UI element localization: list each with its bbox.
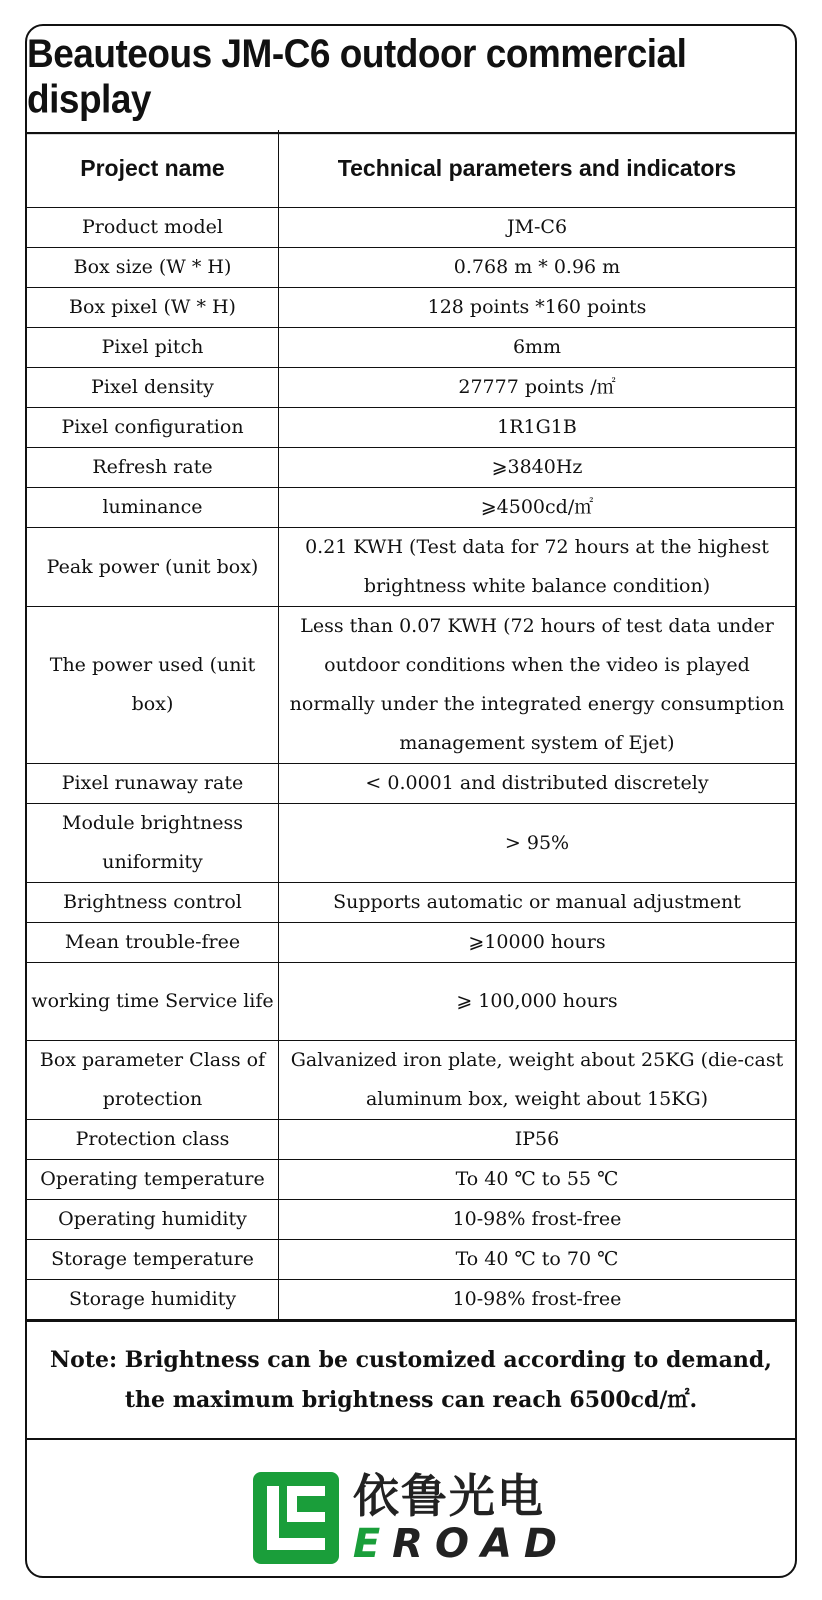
parameter-name: Operating temperature: [27, 1160, 279, 1200]
table-row: [27, 1240, 795, 1280]
parameter-name: Pixel density: [27, 368, 279, 408]
table-row: [27, 1041, 795, 1120]
parameter-name: Box size (W * H): [27, 248, 279, 288]
table-row: [27, 963, 795, 1041]
eroad-logo: [253, 1470, 569, 1566]
table-row: [27, 208, 795, 248]
parameter-name: Operating humidity: [27, 1200, 279, 1240]
table-row: [27, 448, 795, 488]
parameter-value: Galvanized iron plate, weight about 25KG (die-cast aluminum box, weight about 15KG): [279, 1041, 796, 1120]
logo-english-first-letter: E: [352, 1520, 393, 1567]
parameter-value: 10-98% frost-free: [279, 1200, 796, 1240]
parameter-value: 6mm: [279, 328, 796, 368]
parameter-name: working time Service life: [27, 963, 279, 1041]
parameter-value: ⩾4500cd/㎡: [279, 488, 796, 528]
brightness-note: [27, 1320, 795, 1440]
table-row: [27, 764, 795, 804]
spec-table: [27, 130, 795, 1320]
spec-table-body: [27, 208, 795, 1320]
parameter-value: IP56: [279, 1120, 796, 1160]
eroad-logo-mark-icon: [253, 1472, 339, 1564]
table-row: [27, 1280, 795, 1320]
column-header-parameters: Technical parameters and indicators: [279, 130, 796, 208]
parameter-value: > 95%: [279, 804, 796, 883]
parameter-value: Supports automatic or manual adjustment: [279, 883, 796, 923]
table-row: [27, 528, 795, 607]
parameter-value: 0.768 m * 0.96 m: [279, 248, 796, 288]
table-row: [27, 248, 795, 288]
table-row: [27, 368, 795, 408]
parameter-name: Pixel runaway rate: [27, 764, 279, 804]
page-title: Beauteous JM-C6 outdoor commercial display: [27, 24, 795, 134]
parameter-name: Refresh rate: [27, 448, 279, 488]
parameter-value: ⩾ 100,000 hours: [279, 963, 796, 1041]
parameter-value: JM-C6: [279, 208, 796, 248]
parameter-name: luminance: [27, 488, 279, 528]
table-row: [27, 288, 795, 328]
logo-chinese-name: 依鲁光电: [352, 1468, 545, 1523]
parameter-value: 0.21 KWH (Test data for 72 hours at the highest brightness white balance condition): [279, 528, 796, 607]
parameter-value: Less than 0.07 KWH (72 hours of test data under outdoor conditions when the video is played normally under the integrated energy consumption management system of Ejet): [279, 607, 796, 764]
parameter-name: Box pixel (W * H): [27, 288, 279, 328]
spec-sheet: [25, 24, 797, 1578]
parameter-value: < 0.0001 and distributed discretely: [279, 764, 796, 804]
parameter-name: Pixel configuration: [27, 408, 279, 448]
table-row: [27, 1160, 795, 1200]
table-row: [27, 883, 795, 923]
table-row: [27, 1120, 795, 1160]
parameter-value: ⩾3840Hz: [279, 448, 796, 488]
parameter-name: Storage temperature: [27, 1240, 279, 1280]
parameter-name: Protection class: [27, 1120, 279, 1160]
parameter-value: 128 points *160 points: [279, 288, 796, 328]
logo-english-name: [353, 1522, 569, 1566]
table-row: [27, 328, 795, 368]
parameter-name: Peak power (unit box): [27, 528, 279, 607]
table-row: [27, 607, 795, 764]
parameter-value: ⩾10000 hours: [279, 923, 796, 963]
table-row: [27, 923, 795, 963]
parameter-name: Pixel pitch: [27, 328, 279, 368]
parameter-name: Module brightness uniformity: [27, 804, 279, 883]
logo-english-rest: ROAD: [392, 1520, 570, 1567]
parameter-value: 1R1G1B: [279, 408, 796, 448]
parameter-name: Brightness control: [27, 883, 279, 923]
table-row: [27, 488, 795, 528]
parameter-name: The power used (unit box): [27, 607, 279, 764]
column-header-project-name: Project name: [27, 130, 279, 208]
table-row: [27, 1200, 795, 1240]
parameter-value: To 40 ℃ to 70 ℃: [279, 1240, 796, 1280]
table-row: [27, 804, 795, 883]
note-line-1: Note: Brightness can be customized according to demand,: [50, 1347, 772, 1373]
parameter-name: Product model: [27, 208, 279, 248]
parameter-name: Mean trouble-free: [27, 923, 279, 963]
parameter-value: 10-98% frost-free: [279, 1280, 796, 1320]
note-line-2: the maximum brightness can reach 6500cd/㎡.: [124, 1387, 698, 1413]
table-row: [27, 408, 795, 448]
parameter-value: To 40 ℃ to 55 ℃: [279, 1160, 796, 1200]
parameter-name: Box parameter Class of protection: [27, 1041, 279, 1120]
table-header-row: [27, 130, 795, 208]
brand-footer: [27, 1440, 795, 1578]
parameter-name: Storage humidity: [27, 1280, 279, 1320]
parameter-value: 27777 points /㎡: [279, 368, 796, 408]
